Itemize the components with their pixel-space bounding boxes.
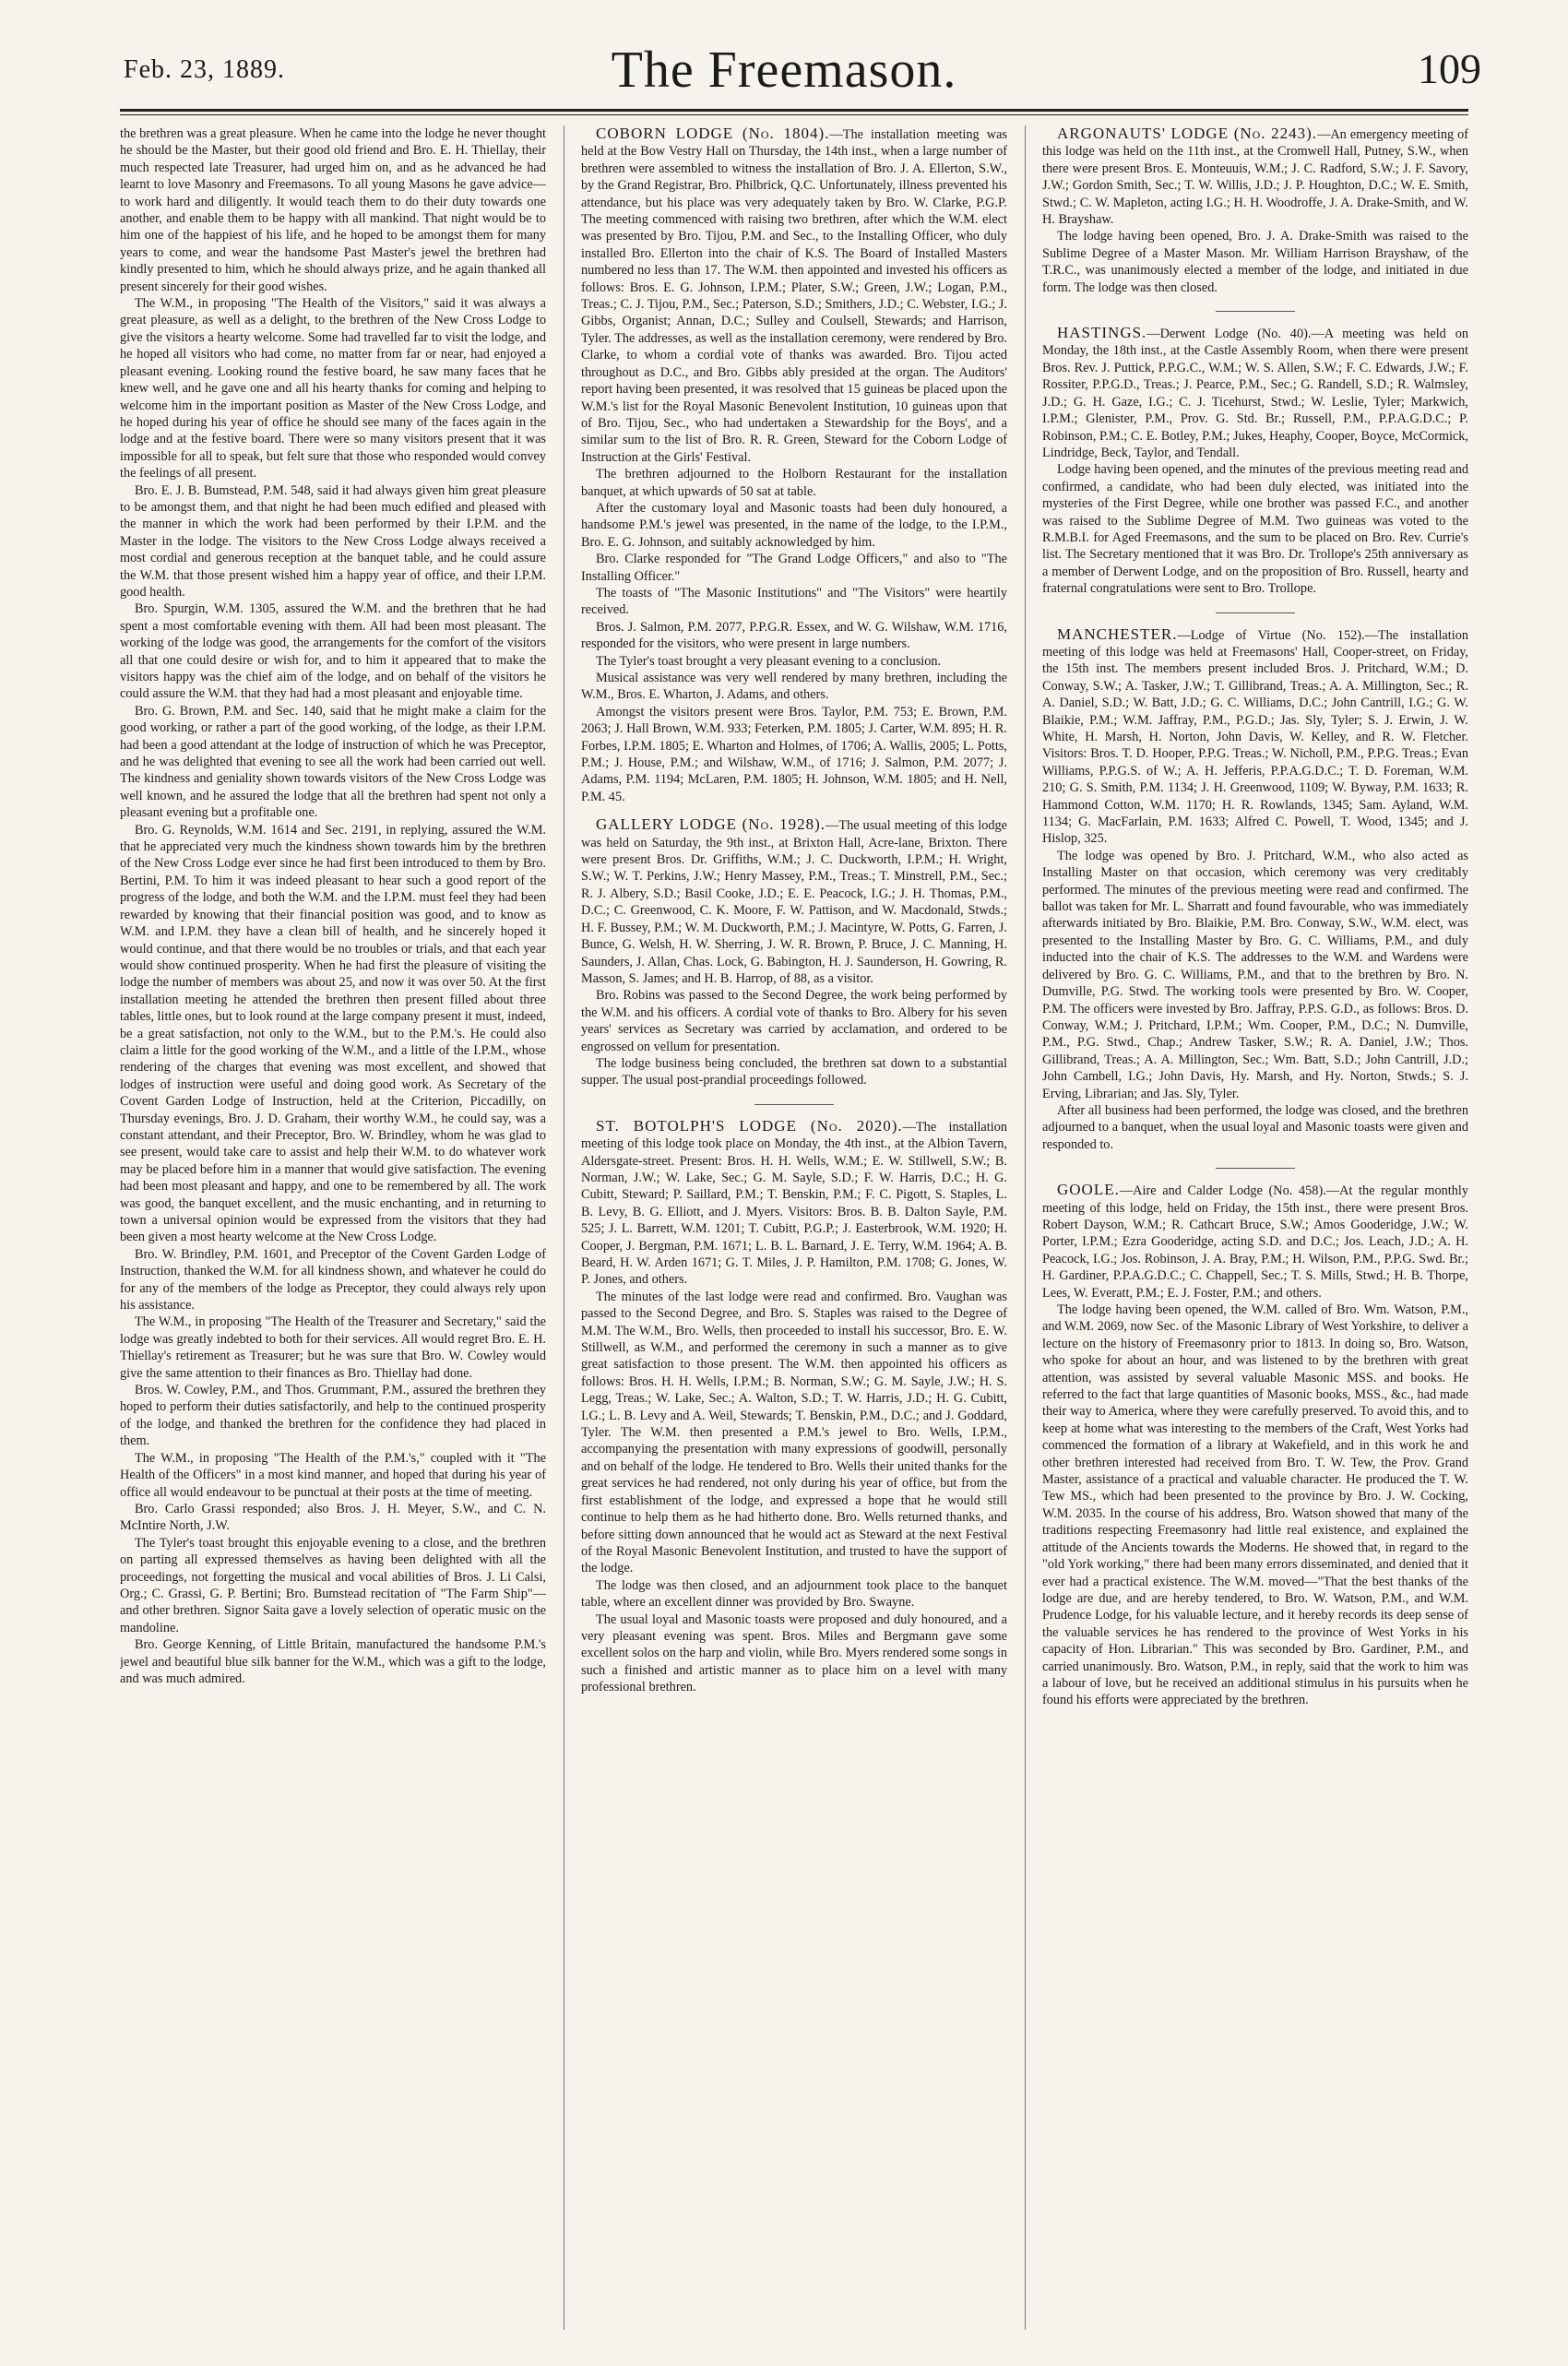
paragraph: The W.M., in proposing "The Health of the P.M.'s," coupled with it "The Health of the Officers" in a most kind manner, and hoped that during his year of office all would endeavour to be punctual at their posts at the time of meeting. bbox=[120, 1450, 546, 1500]
report-gallery-lodge bbox=[581, 816, 1007, 1089]
paragraph: Amongst the visitors present were Bros. Taylor, P.M. 753; E. Brown, P.M. 2063; J. Hall Brown, W.M. 933; Feterken, P.M. 1805; J. Carter, W.M. 895; H. R. Forbes, I.P.M. 1805; E. Wharton and Holmes, of 1706; A. Wallis, 2005; L. Potts, P.M.; J. House, P.M.; and Wilshaw, W.M., of 1716; J. Salmon, P.M. 2077; J. Adams, P.M. 1194; McLaren, P.M. 1805; H. Johnson, W.M. 1805; and H. Nell, P.M. 45. bbox=[581, 704, 1007, 804]
report-heading: GALLERY LODGE (No. 1928). bbox=[596, 815, 826, 834]
report-lead: ARGONAUTS' LODGE (No. 2243).—An emergency meeting of this lodge was held on the 11th inst., at the Cromwell Hall, Putney, S.W., when there were present Bros. E. Monteuuis, W.M.; J. C. Radford, S.W.; J. F. Savory, J.W.; Gordon Smith, Sec.; T. W. Willis, J.D.; J. P. Houghton, D.C.; W. E. Smith, Stwd.; C. W. Mapleton, acting I.G.; H. H. Woodroffe, J. A. Drake-Smith, and W. H. Brayshaw. bbox=[1042, 125, 1468, 228]
report-lead: GALLERY LODGE (No. 1928).—The usual meeting of this lodge was held on Saturday, the 9th inst., at Brixton Hall, Acre-lane, Brixton. There were present Bros. Dr. Griffiths, W.M.; J. C. Duckworth, I.P.M.; H. Wright, S.W.; W. T. Perkins, J.W.; Henry Massey, P.M., Treas.; T. Minstrell, P.M., Sec.; R. J. Albery, S.D.; Basil Cooke, J.D.; E. E. Peacock, I.G.; J. H. Thomas, P.M., D.C.; C. Greenwood, C. K. Moore, F. W. Pattison, and W. Macdonald, Stwds.; H. F. Bussey, P.M.; W. M. Duckworth, P.M.; J. Macintyre, W. Potts, G. Farren, J. Bunce, G. Welsh, H. W. Sherring, J. W. R. Brown, P. Bruce, J. C. Manning, H. Saunders, J. Allan, Chas. Lock, G. Babington, H. J. Saunderson, H. Gowring, R. Masson, S. James; and H. B. Harrop, of 88, as a visitor. bbox=[581, 815, 1007, 986]
paragraph: the brethren was a great pleasure. When he came into the lodge he never thought he should be the Master, but their good old friend and Bro. E. H. Thiellay, their much respected late Treasurer, had urged him on, and as he advanced he had learnt to love Masonry and Freemasons. To all young Masons he gave advice—to work hard and diligently. It would teach them to do their duty towards one another, and enable them to be happy with all mankind. That night would be to him one of the happiest of his life, and he hoped to be amongst them for many years to come, and wear the handsome Past Master's jewel the brethren had kindly presented to him, which he should always prize, and he again thanked all present sincerely for their good wishes. bbox=[120, 126, 546, 294]
paragraph: Bro. Carlo Grassi responded; also Bros. J. H. Meyer, S.W., and C. N. McIntire North, J.W. bbox=[120, 1501, 546, 1534]
paragraph: Bro. Robins was passed to the Second Degree, the work being performed by the W.M. and his officers. A cordial vote of thanks to Bro. Albery for his seven years' services as Secretary was carried by acclamation, and ordered to be engrossed on vellum for presentation. bbox=[581, 988, 1007, 1054]
report-lead: ST. BOTOLPH'S LODGE (No. 2020).—The installation meeting of this lodge took place on Monday, the 4th inst., at the Albion Tavern, Aldersgate-street. Present: Bros. H. H. Wells, W.M.; E. W. Stillwell, S.W.; B. Norman, J.W.; W. Lake, Sec.; G. M. Sayle, S.D.; F. W. Harris, D.C.; H. G. Cubitt, Steward; P. Saillard, P.M.; T. Benskin, P.M.; F. C. Pigott, S. Staples, L. B. Levy, B. G. Elliott, and J. Myers. Visitors: Bros. B. B. Dalton Sayle, P.M. 525; J. L. Barrett, W.M. 1201; T. Cubitt, P.G.P.; J. Easterbrook, W.M. 1920; H. Cooper, J. Bergman, P.M. 1671; L. B. L. Barnard, J. E. Terry, W.M. 1964; A. B. Beard, H. W. Arden 1671; G. T. Miles, J. P. Hamilton, P.M. 1708; G. Jones, W. P. Jones, and others. bbox=[581, 1116, 1007, 1288]
paragraph: The Tyler's toast brought this enjoyable evening to a close, and the brethren on parting all expressed themselves as having been delighted with all the proceedings, not forgetting the musical and vocal abilities of Bros. J. Li Calsi, Org.; C. Grassi, G. P. Bertini; Bro. Bumstead recitation of "The Farm Ship"—and other brethren. Signor Saita gave a lovely selection of operatic music on the mandoline. bbox=[120, 1535, 546, 1635]
report-heading: ST. BOTOLPH'S LODGE (No. 2020). bbox=[596, 1116, 903, 1135]
paragraph: Bro. George Kenning, of Little Britain, manufactured the handsome P.M.'s jewel and beautiful blue silk banner for the W.M., which was a gift to the lodge, and was much admired. bbox=[120, 1637, 546, 1686]
section-divider bbox=[1216, 311, 1295, 312]
paragraph: The brethren adjourned to the Holborn Restaurant for the installation banquet, at which upwards of 50 sat at table. bbox=[581, 467, 1007, 499]
paragraph: Bro. E. J. B. Bumstead, P.M. 548, said it had always given him great pleasure to be amongst them, and that night he had been much edified and pleased with the manner in which the work had been performed by their I.P.M. and the Master in the lodge. The visitors to the New Cross Lodge always received a most cordial and generous reception at the banquet table, and he could assure the W.M. that those present wished him a happy year of office, and their I.P.M. good health. bbox=[120, 482, 546, 600]
paragraph: Bro. Clarke responded for "The Grand Lodge Officers," and also to "The Installing Officer." bbox=[581, 552, 1007, 584]
paragraph: Bro. G. Brown, P.M. and Sec. 140, said that he might make a claim for the good working, or rather a part of the good working, of the lodge, as their I.P.M. had been a good attendant at the lodge of instruction of which he was Preceptor, and he was delighted that evening to see all the work had been carried out well. The kindness and geniality shown towards visitors of the New Cross Lodge was well known, and he assured the lodge that all the brethren had spent not only a pleasant evening but a profitable one. bbox=[120, 703, 546, 821]
header-rule-thin bbox=[120, 114, 1468, 115]
report-heading: GOOLE. bbox=[1057, 1181, 1120, 1199]
issue-date: Feb. 23, 1889. bbox=[124, 55, 285, 84]
paragraph: After the customary loyal and Masonic toasts had been duly honoured, a handsome P.M.'s jewel was presented, in the name of the lodge, to the I.P.M., Bro. E. G. Johnson, and suitably acknowledged by him. bbox=[581, 500, 1007, 550]
report-lead: COBORN LODGE (No. 1804).—The installation meeting was held at the Bow Vestry Hall on Thursday, the 14th inst., when a large number of brethren were assembled to witness the installation of Bro. J. A. Ellerton, S.W., by the Grand Registrar, Bro. Philbrick, Q.C. Unfortunately, illness prevented his attendance, but his place was very adequately taken by Bro. W. Clarke, P.G.P. The meeting commenced with raising two brethren, after which the W.M. elect was presented by Bro. Tijou, P.M. and Sec., to the Installing Officer, who duly installed Bro. Ellerton into the chair of K.S. The Board of Installed Masters numbered no less than 17. The W.M. then appointed and invested his officers as follows: Bros. E. G. Johnson, I.P.M.; Plater, S.W.; Green, J.W.; Logan, P.M., Treas.; C. J. Tijou, P.M., Sec.; Paterson, S.D.; Smithers, J.D.; C. Webster, I.G.; J. Gibbs, Organist; Annan, D.C.; Sulley and Coulsell, Stewards; and Harrison, Tyler. The addresses, as well as the installation ceremony, were rendered by Bro. Clarke, to whom a cordial vote of thanks was awarded. Bro. Tijou acted throughout as D.C., and Bro. Gibbs ably presided at the organ. The Auditors' report having been presented, it was resolved that 15 guineas be placed upon the W.M.'s list for the Royal Masonic Benevolent Institution, 10 guineas upon that of Bro. Tijou, Sec., who had undertaken a Stewardship for the Boys', and a similar sum to the list of Bro. R. R. Green, Steward for the Coborn Lodge of Instruction at the Girls' Festival. bbox=[581, 125, 1007, 465]
paragraph: Bro. G. Reynolds, W.M. 1614 and Sec. 2191, in replying, assured the W.M. that he appreciated very much the kindness shown towards him by the brethren of the New Cross Lodge ever since he had first been introduced to them by Bro. Bertini, P.M. To him it was indeed pleasant to hear such a good report of the progress of the lodge, and both the W.M. and the I.P.M. must feel they had been rewarded by knowing that their financial position was good, and to know as W.M. and I.P.M. they have a clean bill of health, and he sincerely hoped it would continue, and that there would be no troubles or trials, and that each year would show continued prosperity. When he had first the pleasure of visiting the lodge the number of members was about 25, and now it was over 50. At the first installation meeting he attended the brethren then present filled about three tables, little ones, but to look round at the large company present it must, indeed, be a great satisfaction, not only to the W.M., but to the P.M.'s. He could also claim a little for the good working of the W.M., and a little of the I.P.M., whose rendering of the charges that evening was most excellent, and showed that lodges of instruction were useful and doing good work. As Secretary of the Covent Garden Lodge of Instruction, held at the Criterion, Piccadilly, on Thursday evenings, Bro. J. D. Graham, their worthy W.M., he could say, was a constant attendant, and their Preceptor, Bro. W. Brindley, whom he was glad to see present, would take care to assist and help their W.M. to do whatever work may be placed before him in a manner that would give satisfaction. The evening had been most pleasant and happy, and one to be remembered by all. The work was good, the banquet excellent, and the music enchanting, and in returning to town a universal opinion would be expressed from the visitors that they had been given a most hearty welcome at the New Cross Lodge. bbox=[120, 822, 546, 1245]
report-manchester bbox=[1042, 626, 1468, 1154]
paragraph: The lodge having been opened, Bro. J. A. Drake-Smith was raised to the Sublime Degree of a Master Mason. Mr. William Harrison Brayshaw, of the T.R.C., was unanimously elected a member of the lodge, and initiated in due form. The lodge was then closed. bbox=[1042, 229, 1468, 295]
report-st-botolphs-lodge bbox=[581, 1118, 1007, 1696]
paragraph: The W.M., in proposing "The Health of the Treasurer and Secretary," said the lodge was greatly indebted to both for their services. All would regret Bro. E. H. Thiellay's retirement as Treasurer; but he was sure that Bro. W. Cowley would give the same attention to their finances as Bro. Thiellay had done. bbox=[120, 1314, 546, 1381]
report-heading: COBORN LODGE (No. 1804). bbox=[596, 125, 830, 142]
paragraph: After all business had been performed, the lodge was closed, and the brethren adjourned to a banquet, when the usual loyal and Masonic toasts were given and responded to. bbox=[1042, 1102, 1468, 1152]
column-1 bbox=[120, 125, 546, 2330]
report-coborn-lodge bbox=[581, 125, 1007, 805]
report-heading: MANCHESTER. bbox=[1057, 624, 1178, 643]
paragraph: The lodge having been opened, the W.M. called of Bro. Wm. Watson, P.M., and W.M. 2069, now Sec. of the Masonic Library of West Yorkshire, to deliver a lecture on the history of Freemasonry prior to 1813. In doing so, Bro. Watson, who spoke for about an hour, and was listened to by the brethren with great attention, was assisted by several valuable Masonic MSS. and books. He referred to the fact that large quantities of Masonic books, MSS., &c., had made their way to America, where they were carefully preserved. To avoid this, and to keep at home what was interesting to the members of the Craft, West Yorks had commenced the formation of a library at Wakefield, and in this work he and other brethren interested had received from Bro. T. W. Tew, the Prov. Grand Master, assistance of a practical and valuable character. He produced the T. W. Tew MS., which had been presented to the province by Bro. J. W. Cocking, W.M. 2035. In the course of his address, Bro. Watson showed that many of the traditions respecting Freemasonry had little real existence, and explained the attitude of the Ancients towards the Moderns. He showed that, in regard to the "old York working," there had been many errors disseminated, and denied that it ever had a practical existence. The W.M. moved—"That the best thanks of the lodge are due, and are hereby tendered, to Bro. W. Watson, P.M., and W.M. Prudence Lodge, for his valuable lecture, and it hereby records its deep sense of the valuable services he has rendered to the province of West Yorks in his capacity of Hon. Librarian." This was seconded by Bro. Gardiner, P.M., and carried unanimously. Bro. Watson, P.M., in reply, said that the work to him was a labour of love, but he received an additional stimulus in his pursuits when he found his efforts were appreciated by the brethren. bbox=[1042, 1302, 1468, 1708]
paragraph: The lodge was opened by Bro. J. Pritchard, W.M., who also acted as Installing Master on that occasion, which ceremony was very creditably performed. The minutes of the previous meeting were read and confirmed. The ballot was taken for Mr. L. Sharratt and found favourable, who was immediately afterwards initiated by Bro. Blaikie, P.M. Bro. Conway, S.W., W.M. elect, was presented to the Installing Master by Bro. G. C. Williams, P.M., and duly inducted into the chair of K.S. The addresses to the W.M. and Wardens were delivered by Bro. G. C. Williams, P.M., and that to the brethren by Bro. N. Dumville, P.G. Stwd. The working tools were presented by Bro. W. Cooper, P.M. The officers were invested by Bro. Jaffray, P.P.S. G.D., as follows: Bros. D. Conway, W.M.; J. Pritchard, I.P.M.; Wm. Cooper, P.M., D.C.; N. Dumville, P.M., P.G. Stwd., Chap.; Andrew Tasker, S.W.; R. A. Daniel, J.W.; Thos. Gillibrand, Treas.; A. A. Millington, Sec.; Wm. Batt, S.D.; John Cantrill, J.D.; John Cambell, I.G.; John Davis, Hy. Marsh, and Hy. Norton, Stwds.; S. J. Erving, Librarian; and Jas. Sly, Tyler. bbox=[1042, 848, 1468, 1101]
column-rule bbox=[1025, 125, 1026, 2330]
report-lead: GOOLE.—Aire and Calder Lodge (No. 458).—At the regular monthly meeting of this lodge, held on Friday, the 15th inst., there were present Bros. Robert Dayson, W.M.; R. Cathcart Bruce, S.W.; Amos Gooderidge, J.W.; W. Porter, I.P.M.; Ezra Gooderidge, acting S.D. and D.C.; Jos. Leach, J.D.; A. H. Peacock, I.G.; Jos. Robinson, J. A. Bray, P.M.; H. Wilson, P.M., P.P.G. Swd. Br.; H. Gardiner, P.P.A.G.D.C.; C. Chappell, Sec.; T. S. Mills, Stwd.; H. B. Thorpe, Lees, W. Everatt, P.M.; E. J. Foster, P.M.; and others. bbox=[1042, 1181, 1468, 1301]
paragraph: The usual loyal and Masonic toasts were proposed and duly honoured, and a very pleasant evening was spent. Bros. Miles and Bergmann gave some excellent solos on the harp and violin, while Bro. Myers rendered some songs in such a finished and artistic manner as to place him on a level with many professional brethren. bbox=[581, 1611, 1007, 1695]
page-number: 109 bbox=[1418, 45, 1481, 92]
report-hastings bbox=[1042, 325, 1468, 598]
paragraph: Bro. Spurgin, W.M. 1305, assured the W.M. and the brethren that he had spent a most comfortable evening with them. All had been most pleasant. The working of the lodge was good, the arrangements for the comfort of the visitors all that one could desire or wish for, and to him it appeared that to make the visitors happy was the chief aim of the lodge, and on behalf of the visitors he could assure the W.M. that they had had a most pleasant and enjoyable time. bbox=[120, 601, 546, 702]
paragraph: The minutes of the last lodge were read and confirmed. Bro. Vaughan was passed to the Second Degree, and Bro. S. Staples was raised to the Degree of M.M. The W.M., Bro. Wells, then proceeded to install his successor, Bro. E. W. Stillwell, as W.M., and performed the ceremony in such a manner as to give great satisfaction to those present. The W.M. then appointed his officers as follows: Bros. H. H. Wells, I.P.M.; B. Norman, S.W.; G. M. Sayle, J.W.; H. S. Legg, Treas.; W. Lake, Sec.; A. Walton, S.D.; T. W. Harris, J.D.; H. G. Cubitt, I.G.; L. B. Levy and A. Weil, Stewards; T. Benskin, P.M., D.C.; and J. Goddard, Tyler. The W.M. then presented a P.M.'s jewel to Bro. Wells, I.P.M., accompanying the presentation with many expressions of goodwill, personally and on behalf of the lodge. He tendered to Bro. Wells their united thanks for the great services he had rendered, not only during his year of office, but from the first establishment of the lodge, and expressed a hope that he would still continue to help them as he had hitherto done. Bro. Wells returned thanks, and before sitting down announced that he would act as Steward at the next Festival of the Royal Masonic Benevolent Institution, and trusted to have the support of the lodge. bbox=[581, 1289, 1007, 1576]
column-2 bbox=[581, 125, 1007, 2330]
report-goole bbox=[1042, 1182, 1468, 1709]
paragraph: Lodge having been opened, and the minutes of the previous meeting read and confirmed, a candidate, who had been duly elected, was initiated into the mysteries of the First Degree, while one brother was passed F.C., and another was raised to the Sublime Degree of M.M. Two guineas was voted to the R.M.B.I. for Aged Freemasons, and the sum to be placed on Bro. Rev. Currie's list. The Secretary mentioned that it was Bro. Dr. Trollope's 25th anniversary as a member of Derwent Lodge, and on the proposition of Bro. Russell, hearty and fraternal congratulations were sent to Bro. Trollope. bbox=[1042, 462, 1468, 597]
section-divider bbox=[754, 1104, 834, 1105]
paragraph: The toasts of "The Masonic Institutions" and "The Visitors" were heartily received. bbox=[581, 585, 1007, 618]
paragraph: Bros. J. Salmon, P.M. 2077, P.P.G.R. Essex, and W. G. Wilshaw, W.M. 1716, responded for the visitors, who were present in large numbers. bbox=[581, 619, 1007, 652]
section-divider bbox=[1216, 1168, 1295, 1169]
column-3 bbox=[1042, 125, 1468, 2330]
report-heading: ARGONAUTS' LODGE (No. 2243). bbox=[1057, 125, 1318, 142]
report-lead: HASTINGS.—Derwent Lodge (No. 40).—A meeting was held on Monday, the 18th inst., at the Castle Assembly Room, when there were present Bros. Rev. J. Puttick, P.P.G.C., W.M.; W. S. Allen, S.W.; F. C. Edwards, J.W.; F. Rossiter, P.P.G.D., Treas.; J. Pearce, P.M., Sec.; G. Randell, S.D.; R. Walmsley, J.D.; G. H. Gaze, I.G.; C. J. Ticehurst, Stwd.; W. Leslie, Tyler; Markwich, I.P.M.; Glenister, P.M., Prov. G. Std. Br.; Russell, P.M., P.P.A.G.D.C.; P. Robinson, P.M.; C. E. Botley, P.M.; Jukes, Heaphy, Cooper, Boyce, McCormick, Lindridge, Beck, Taylor, and Tendall. bbox=[1042, 324, 1468, 460]
paragraph: Musical assistance was very well rendered by many brethren, including the W.M., Bros. E. Wharton, J. Adams, and others. bbox=[581, 671, 1007, 703]
report-argonauts-lodge bbox=[1042, 125, 1468, 296]
article-columns bbox=[120, 125, 1468, 2330]
report-lead: MANCHESTER.—Lodge of Virtue (No. 152).—The installation meeting of this lodge was held at Freemasons' Hall, Cooper-street, on Friday, the 15th inst. The members present included Bros. J. Pritchard, W.M.; D. Conway, S.W.; A. Tasker, J.W.; T. Gillibrand, Treas.; A. A. Millington, Sec.; R. A. Daniel, S.D.; W. Batt, J.D.; G. C. Williams, D.C.; John Cantrill, I.G.; G. W. Blaikie, P.M.; W.M. Jaffray, P.M., P.G.D.; Jas. Sly, Tyler; S. J. Erwin, J. W. White, H. Marsh, H. Norton, John Davis, W. Kelley, and R. W. Fletcher. Visitors: Bros. T. D. Hooper, P.P.G. Treas.; W. Nicholl, P.M., P.P.G. Treas.; Evan Williams, P.P.G.S. of W.; A. H. Jefferis, P.P.A.G.D.C.; T. D. Foreman, W.M. 210; G. S. Smith, P.M. 1134; J. H. Greenwood, 1109; W. Byway, P.M. 1633; R. Hammond Cotton, W.M. 1170; H. R. Rowlands, 1345; Sam. Ayland, W.M. 1134; G. MacFarlain, P.M. 1633; Alfred C. Powell, T. Wood, 1345; and J. Hislop, 325. bbox=[1042, 624, 1468, 847]
paragraph: The Tyler's toast brought a very pleasant evening to a conclusion. bbox=[596, 653, 942, 669]
section-divider bbox=[1216, 612, 1295, 613]
newspaper-title: The Freemason. bbox=[611, 42, 957, 99]
paragraph: The W.M., in proposing "The Health of the Visitors," said it was always a great pleasure, as well as a delight, to the brethren of the New Cross Lodge to give the visitors a hearty welcome. Some had travelled far to visit the lodge, and he hoped all visitors who had come, no matter from far or near, had enjoyed a pleasant evening. Looking round the festive board, he saw many faces that he knew well, and he gave one and all his hearty thanks for coming and helping to welcome him in the important position as Master of the New Cross Lodge, and he hoped during his year of office he should see many of the faces again in the lodge and at the festive board. There were so many visitors present that it was impossible for all to speak, but felt sure that those who responded would convey the feelings of all present. bbox=[120, 296, 546, 482]
header-rule bbox=[120, 109, 1468, 112]
paragraph: Bro. W. Brindley, P.M. 1601, and Preceptor of the Covent Garden Lodge of Instruction, thanked the W.M. for all kindness shown, and whatever he could do for any of the members of the lodge as Preceptor, they could always rely upon his assistance. bbox=[120, 1246, 546, 1314]
paragraph: Bros. W. Cowley, P.M., and Thos. Grummant, P.M., assured the brethren they hoped to perform their duties satisfactorily, and help to the continued prosperity of the lodge, and thanked the brethren for the confidence they had placed in them. bbox=[120, 1383, 546, 1449]
report-heading: HASTINGS. bbox=[1057, 324, 1147, 342]
masthead bbox=[65, 39, 1503, 99]
paragraph: The lodge was then closed, and an adjournment took place to the banquet table, where an excellent dinner was provided by Bro. Swayne. bbox=[581, 1577, 1007, 1611]
paragraph: The lodge business being concluded, the brethren sat down to a substantial supper. The usual post-prandial proceedings followed. bbox=[581, 1055, 1007, 1088]
